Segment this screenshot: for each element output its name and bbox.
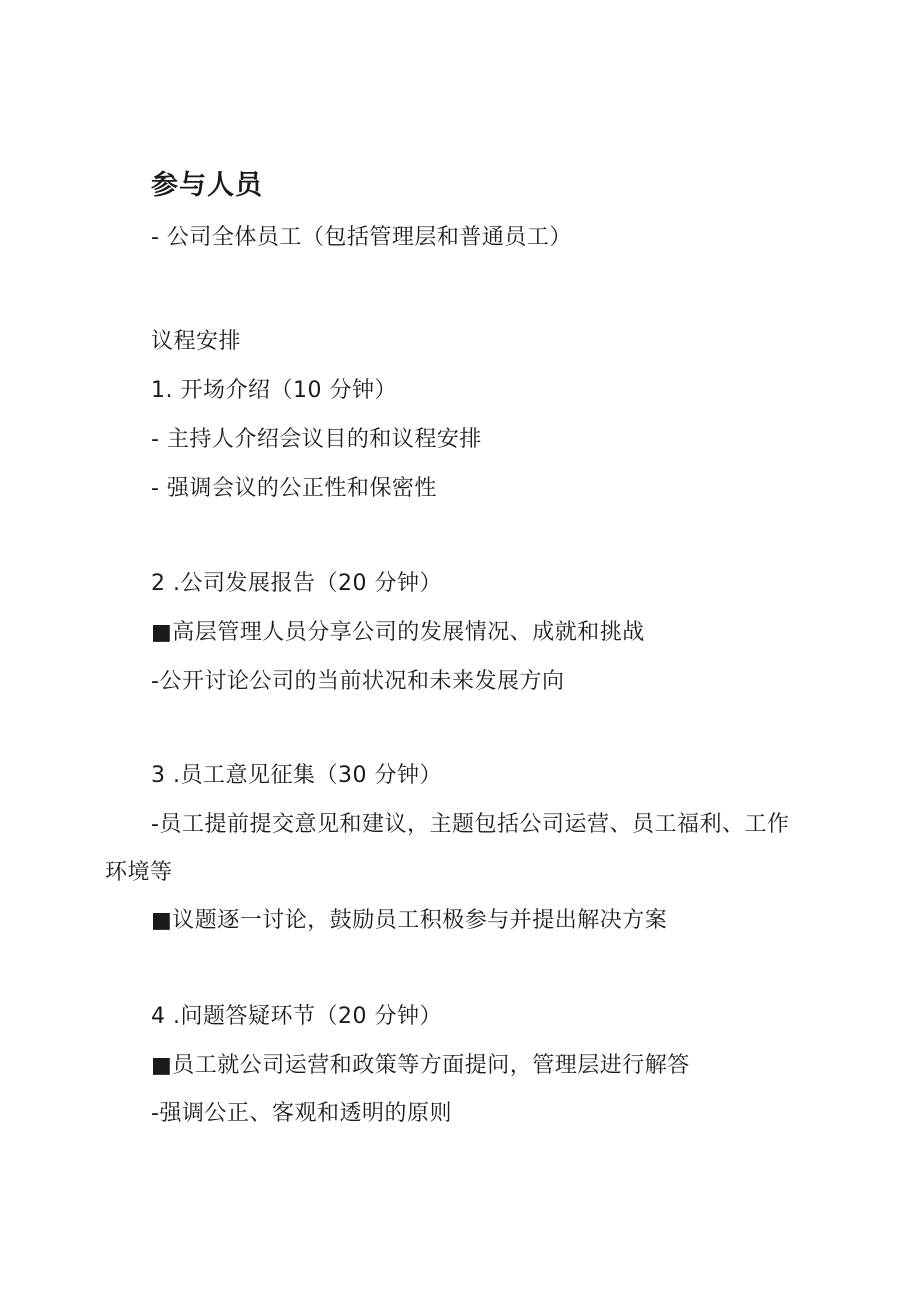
participants-line: - 公司全体员工（包括管理层和普通员工） — [151, 225, 572, 250]
participants-heading: 参与人员 — [151, 170, 263, 201]
agenda-item-point: -员工提前提交意见和建议，主题包括公司运营、员工福利、工作 — [151, 812, 790, 837]
agenda-heading: 议程安排 — [151, 329, 242, 354]
agenda-item-title: 3 .员工意见征集（30 分钟） — [151, 763, 442, 788]
agenda-item-title: 1. 开场介绍（10 分钟） — [151, 378, 397, 403]
agenda-item-point: ■员工就公司运营和政策等方面提问，管理层进行解答 — [151, 1053, 690, 1078]
agenda-item-title: 2 .公司发展报告（20 分钟） — [151, 571, 442, 596]
agenda-item-point: - 强调会议的公正性和保密性 — [151, 476, 437, 501]
agenda-item-title: 4 .问题答疑环节（20 分钟） — [151, 1004, 442, 1029]
agenda-item-point: ■议题逐一讨论，鼓励员工积极参与并提出解决方案 — [151, 908, 668, 933]
agenda-item-point-continuation: 环境等 — [105, 860, 173, 885]
agenda-item-point: ■高层管理人员分享公司的发展情况、成就和挑战 — [151, 620, 645, 645]
agenda-item-point: -公开讨论公司的当前状况和未来发展方向 — [151, 669, 565, 694]
agenda-item-point: -强调公正、客观和透明的原则 — [151, 1101, 452, 1126]
agenda-item-point: - 主持人介绍会议目的和议程安排 — [151, 427, 482, 452]
